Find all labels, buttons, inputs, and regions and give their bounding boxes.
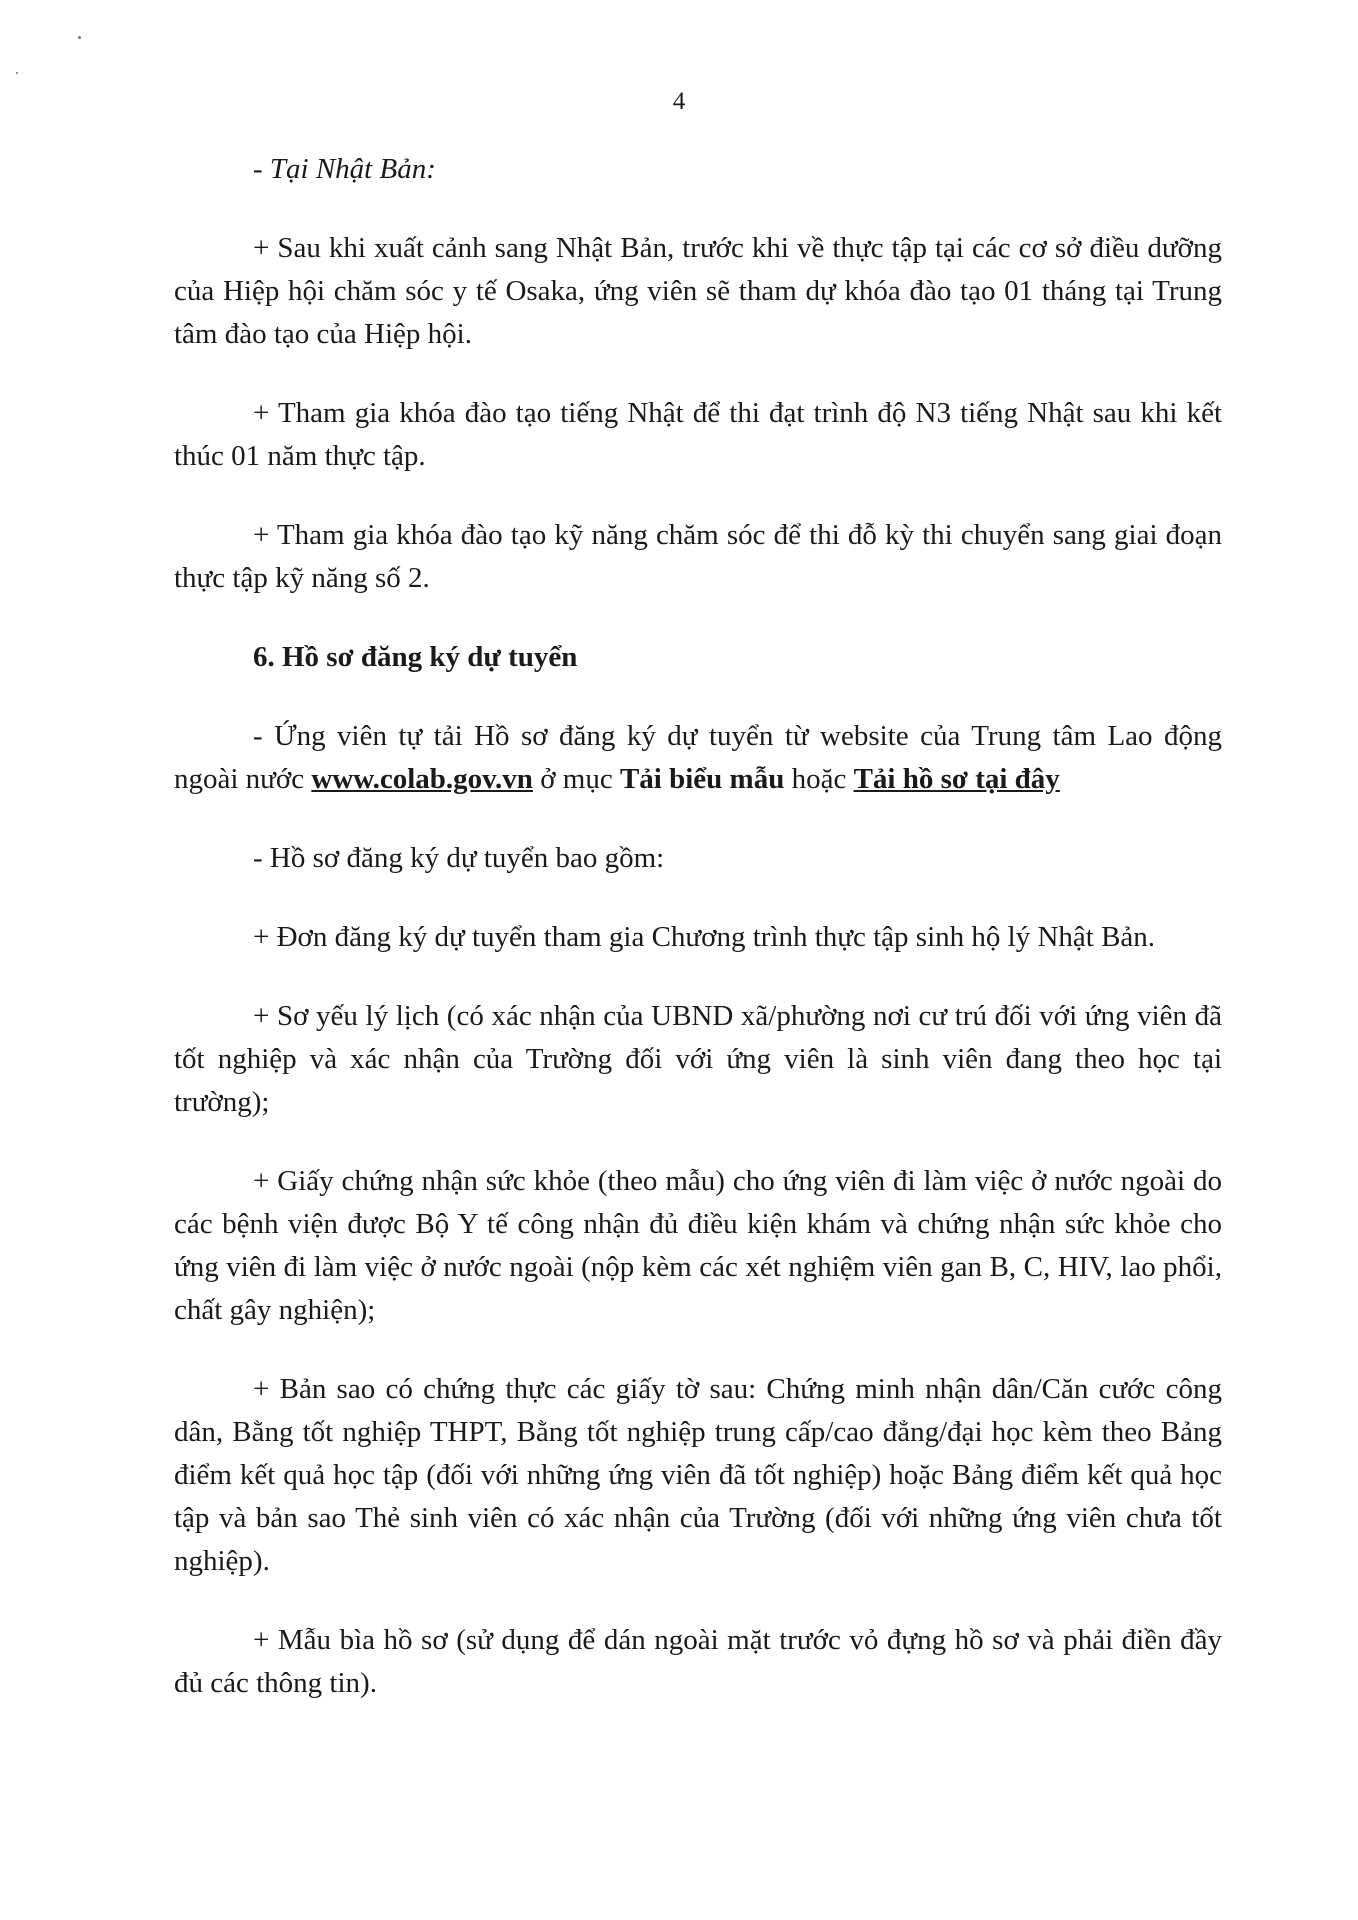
website-link[interactable]: www.colab.gov.vn	[311, 763, 533, 795]
document-item: + Đơn đăng ký dự tuyển tham gia Chương trình thực tập sinh hộ lý Nhật Bản.	[253, 921, 1156, 953]
scan-speck	[78, 36, 81, 39]
download-text-before: - Ứng viên tự tải Hồ sơ đăng ký dự tuyển từ website của Trung tâm Lao động ngoài nước	[174, 720, 1222, 795]
document-item: + Sơ yếu lý lịch (có xác nhận của UBND xã/phường nơi cư trú đối với ứng viên đã tốt nghiệp và xác nhận của Trường đối với ứng viên là sinh viên đang theo học tại trường);	[174, 1000, 1222, 1118]
document-item: + Bản sao có chứng thực các giấy tờ sau: Chứng minh nhận dân/Căn cước công dân, Bằng tốt nghiệp THPT, Bằng tốt nghiệp trung cấp/cao đẳng/đại học kèm theo Bảng điểm kết quả học tập (đối với những ứng viên đã tốt nghiệp) hoặc Bảng điểm kết quả học tập và bản sao Thẻ sinh viên có xác nhận của Trường (đối với những ứng viên chưa tốt nghiệp).	[174, 1373, 1222, 1577]
download-text-mid: ở mục	[532, 763, 620, 795]
download-here-link[interactable]: Tải hồ sơ tại đây	[853, 763, 1060, 795]
document-item: + Giấy chứng nhận sức khỏe (theo mẫu) cho ứng viên đi làm việc ở nước ngoài do các bệnh viện được Bộ Y tế công nhận đủ điều kiện khám và chứng nhận sức khỏe cho ứng viên đi làm việc ở nước ngoài (nộp kèm các xét nghiệm viên gan B, C, HIV, lao phổi, chất gây nghiện);	[174, 1165, 1222, 1326]
document-item: + Mẫu bìa hồ sơ (sử dụng để dán ngoài mặt trước vỏ đựng hồ sơ và phải điền đầy đủ các thông tin).	[174, 1624, 1222, 1699]
section-name: Tải biểu mẫu	[619, 763, 785, 795]
page-number: 4	[672, 88, 686, 115]
japan-item: + Tham gia khóa đào tạo tiếng Nhật để thi đạt trình độ N3 tiếng Nhật sau khi kết thúc 01 năm thực tập.	[174, 397, 1222, 472]
download-paragraph	[174, 715, 1222, 801]
includes-intro: - Hồ sơ đăng ký dự tuyển bao gồm:	[253, 842, 665, 874]
scan-speck	[16, 72, 18, 74]
japan-item: + Sau khi xuất cảnh sang Nhật Bản, trước khi về thực tập tại các cơ sở điều dưỡng của Hiệp hội chăm sóc y tế Osaka, ứng viên sẽ tham dự khóa đào tạo 01 tháng tại Trung tâm đào tạo của Hiệp hội.	[174, 232, 1222, 350]
document-body	[174, 148, 1222, 1741]
section-6-title: 6. Hồ sơ đăng ký dự tuyển	[253, 641, 578, 673]
japan-section-heading: - Tại Nhật Bản:	[253, 153, 436, 185]
japan-item: + Tham gia khóa đào tạo kỹ năng chăm sóc để thi đỗ kỳ thi chuyển sang giai đoạn thực tập kỹ năng số 2.	[174, 519, 1222, 594]
download-text-or: hoặc	[784, 763, 854, 795]
